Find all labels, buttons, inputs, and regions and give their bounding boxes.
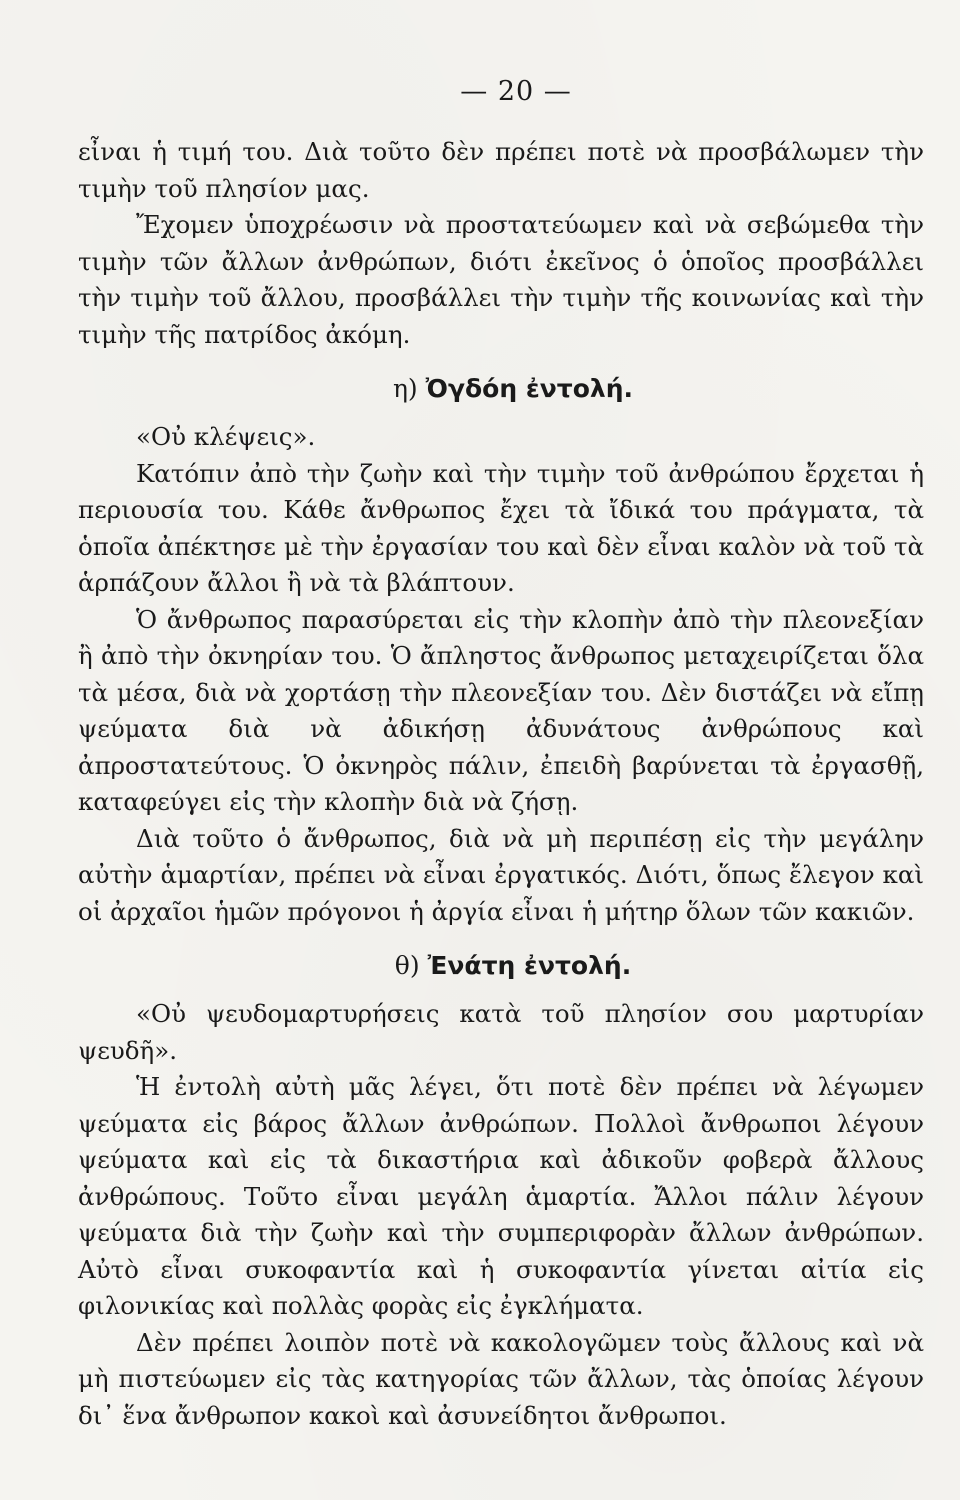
- commandment-quote: «Οὐ ψευδομαρτυρήσεις κατὰ τοῦ πλησίον σου μαρτυρίαν ψευδῆ».: [78, 999, 924, 1065]
- body-text: [78, 134, 924, 1434]
- paragraph: Διὰ τοῦτο ὁ ἄνθρωπος, διὰ νὰ μὴ περιπέσῃ εἰς τὴν μεγάλην αὐτὴν ἁμαρτίαν, πρέπει νὰ εἶναι ἐργατικός. Διότι, ὅπως ἔλεγον καὶ οἱ ἀρχαῖοι ἡμῶν πρόγονοι ἡ ἀργία εἶναι ἡ μήτηρ ὅλων τῶν κακιῶν.: [78, 823, 924, 926]
- paragraph: Ἡ ἐντολὴ αὐτὴ μᾶς λέγει, ὅτι ποτὲ δὲν πρέπει νὰ λέγωμεν ψεύματα εἰς βάρος ἄλλων ἀνθρώπων. Πολλοὶ ἄνθρωποι λέγουν ψεύματα καὶ εἰς τὰ δικαστήρια καὶ ἀδικοῦν φοβερὰ ἄλλους ἀνθρώπους. Τοῦτο εἶναι μεγάλη ἁμαρτία. Ἄλλοι πάλιν λέγουν ψεύματα διὰ τὴν ζωὴν καὶ τὴν συμπεριφορὰν ἄλλων ἀνθρώπων. Αὐτὸ εἶναι συκοφαντία καὶ ἡ συκοφαντία γίνεται αἰτία εἰς φιλονικίας καὶ πολλὰς φορὰς εἰς ἐγκλήματα.: [78, 1072, 924, 1320]
- section-title: Ὀγδόη ἐντολή.: [425, 374, 634, 403]
- paragraph-continued: εἶναι ἡ τιμή του. Διὰ τοῦτο δὲν πρέπει ποτὲ νὰ προσβάλωμεν τὴν τιμὴν τοῦ πλησίον μας.: [78, 137, 924, 203]
- section-heading-ninth-commandment: [78, 948, 924, 984]
- section-title: Ἐνάτη ἐντολή.: [427, 951, 632, 980]
- page-number: — 20 —: [460, 76, 572, 107]
- paragraph: Δὲν πρέπει λοιπὸν ποτὲ νὰ κακολογῶμεν τοὺς ἄλλους καὶ νὰ μὴ πιστεύωμεν εἰς τὰς κατηγορίας τῶν ἄλλων, τὰς ὁποίας λέγουν δι᾿ ἕνα ἄνθρωπον κακοὶ καὶ ἀσυνείδητοι ἄνθρωποι.: [78, 1327, 924, 1430]
- section-heading-eighth-commandment: [78, 371, 924, 407]
- section-number: θ): [394, 951, 420, 980]
- paragraph: Ἔχομεν ὑποχρέωσιν νὰ προστατεύωμεν καὶ νὰ σεβώμεθα τὴν τιμὴν τῶν ἄλλων ἀνθρώπων, διότι ἐκεῖνος ὁ ὁποῖος προσβάλλει τὴν τιμὴν τοῦ ἄλλου, προσβάλλει τὴν τιμὴν τῆς κοινωνίας καὶ τὴν τιμὴν τῆς πατρίδος ἀκόμη.: [78, 210, 924, 349]
- paragraph: Ὁ ἄνθρωπος παρασύρεται εἰς τὴν κλοπὴν ἀπὸ τὴν πλεονεξίαν ἢ ἀπὸ τὴν ὀκνηρίαν του. Ὁ ἄπληστος ἄνθρωπος μεταχειρίζεται ὅλα τὰ μέσα, διὰ νὰ χορτάσῃ τὴν πλεονεξίαν του. Δὲν διστάζει νὰ εἴπῃ ψεύματα διὰ νὰ ἀδικήσῃ ἀδυνάτους ἀνθρώπους καὶ ἀπροστατεύτους. Ὁ ὀκνηρὸς πάλιν, ἐπειδὴ βαρύνεται τὰ ἐργασθῇ, καταφεύγει εἰς τὴν κλοπὴν διὰ νὰ ζήσῃ.: [78, 604, 924, 816]
- paragraph: Κατόπιν ἀπὸ τὴν ζωὴν καὶ τὴν τιμὴν τοῦ ἀνθρώπου ἔρχεται ἡ περιουσία του. Κάθε ἄνθρωπος ἔχει τὰ ἴδικά του πράγματα, τὰ ὁποῖα ἀπέκτησε μὲ τὴν ἐργασίαν του καὶ δὲν εἶναι καλὸν νὰ τοῦ τὰ ἁρπάζουν ἄλλοι ἢ νὰ τὰ βλάπτουν.: [78, 458, 924, 597]
- commandment-quote: «Οὐ κλέψεις».: [136, 422, 316, 451]
- section-number: η): [392, 374, 418, 403]
